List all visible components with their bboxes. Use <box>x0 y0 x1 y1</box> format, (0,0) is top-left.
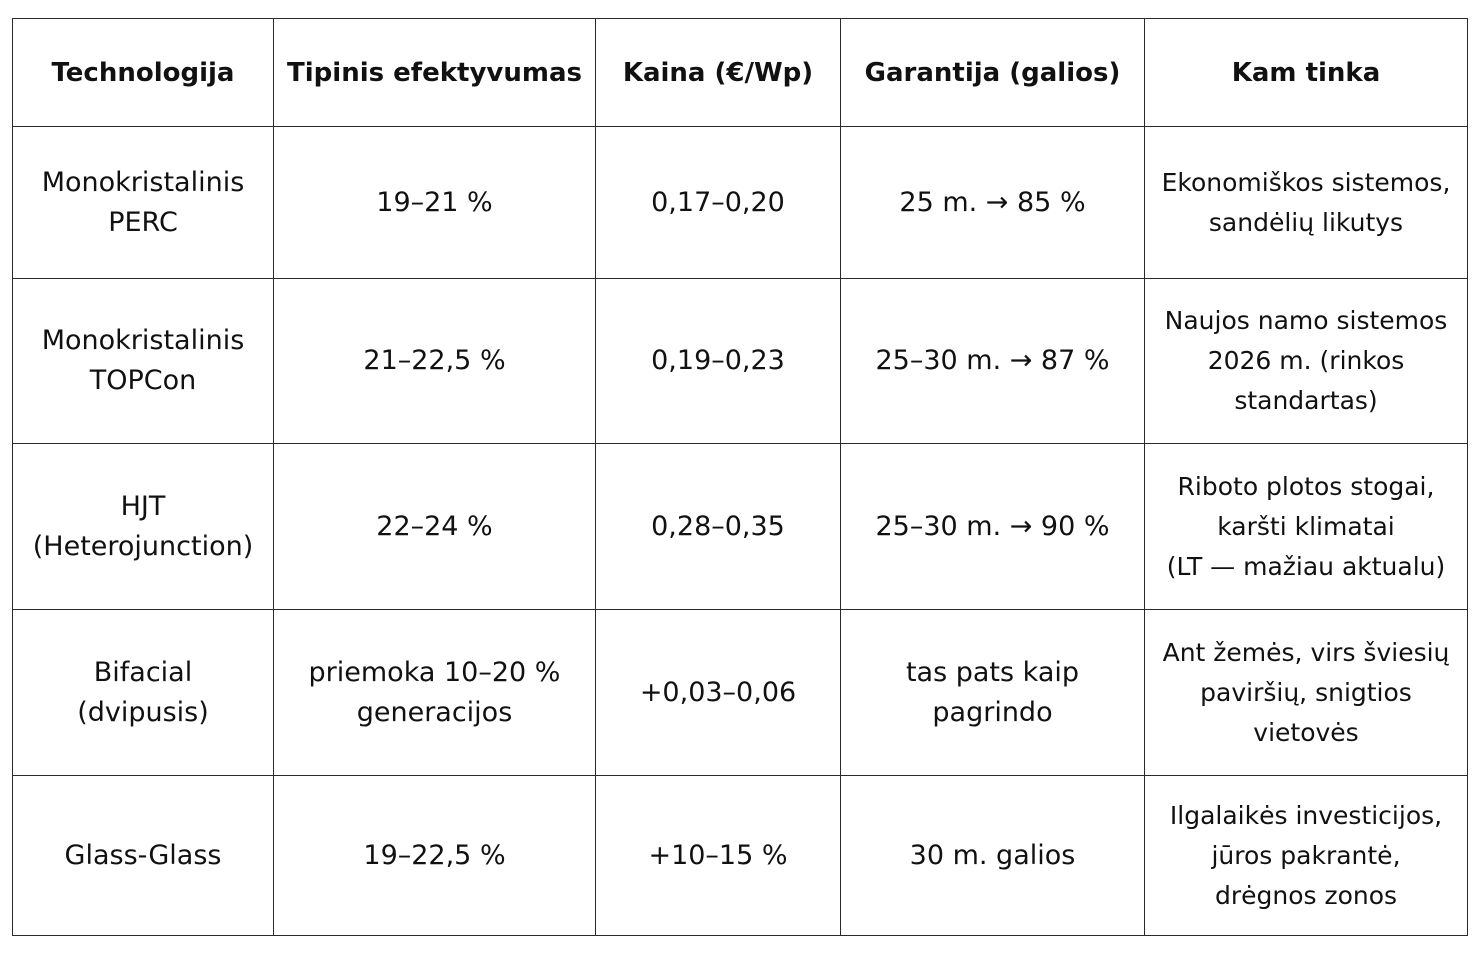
cell-price: 0,17–0,20 <box>596 127 841 279</box>
cell-efficiency: 19–21 % <box>274 127 596 279</box>
cell-suitable-for: Riboto plotos stogai, karšti klimatai (LT — mažiau aktualu) <box>1145 444 1468 610</box>
cell-technology: Glass-Glass <box>13 776 274 936</box>
cell-warranty: tas pats kaip pagrindo <box>841 610 1145 776</box>
header-row <box>13 19 1468 127</box>
cell-price: 0,28–0,35 <box>596 444 841 610</box>
technology-comparison-table <box>12 18 1468 936</box>
cell-suitable-for: Ant žemės, virs šviesių paviršių, snigtios vietovės <box>1145 610 1468 776</box>
cell-suitable-for: Ekonomiškos sistemos, sandėlių likutys <box>1145 127 1468 279</box>
cell-price: +10–15 % <box>596 776 841 936</box>
header-suitable-for: Kam tinka <box>1145 19 1468 127</box>
cell-warranty: 30 m. galios <box>841 776 1145 936</box>
table-row <box>13 444 1468 610</box>
cell-technology: Bifacial (dvipusis) <box>13 610 274 776</box>
cell-warranty: 25 m. → 85 % <box>841 127 1145 279</box>
cell-efficiency: priemoka 10–20 % generacijos <box>274 610 596 776</box>
cell-price: +0,03–0,06 <box>596 610 841 776</box>
table-row <box>13 610 1468 776</box>
header-warranty: Garantija (galios) <box>841 19 1145 127</box>
table-row <box>13 127 1468 279</box>
cell-efficiency: 19–22,5 % <box>274 776 596 936</box>
cell-technology: HJT (Heterojunction) <box>13 444 274 610</box>
header-technology: Technologija <box>13 19 274 127</box>
cell-suitable-for: Ilgalaikės investicijos, jūros pakrantė, drėgnos zonos <box>1145 776 1468 936</box>
header-efficiency: Tipinis efektyvumas <box>274 19 596 127</box>
cell-technology: Monokristalinis PERC <box>13 127 274 279</box>
cell-technology: Monokristalinis TOPCon <box>13 279 274 444</box>
cell-efficiency: 21–22,5 % <box>274 279 596 444</box>
table-row <box>13 776 1468 936</box>
cell-warranty: 25–30 m. → 87 % <box>841 279 1145 444</box>
table-row <box>13 279 1468 444</box>
cell-suitable-for: Naujos namo sistemos 2026 m. (rinkos standartas) <box>1145 279 1468 444</box>
cell-efficiency: 22–24 % <box>274 444 596 610</box>
cell-price: 0,19–0,23 <box>596 279 841 444</box>
header-price: Kaina (€/Wp) <box>596 19 841 127</box>
cell-warranty: 25–30 m. → 90 % <box>841 444 1145 610</box>
